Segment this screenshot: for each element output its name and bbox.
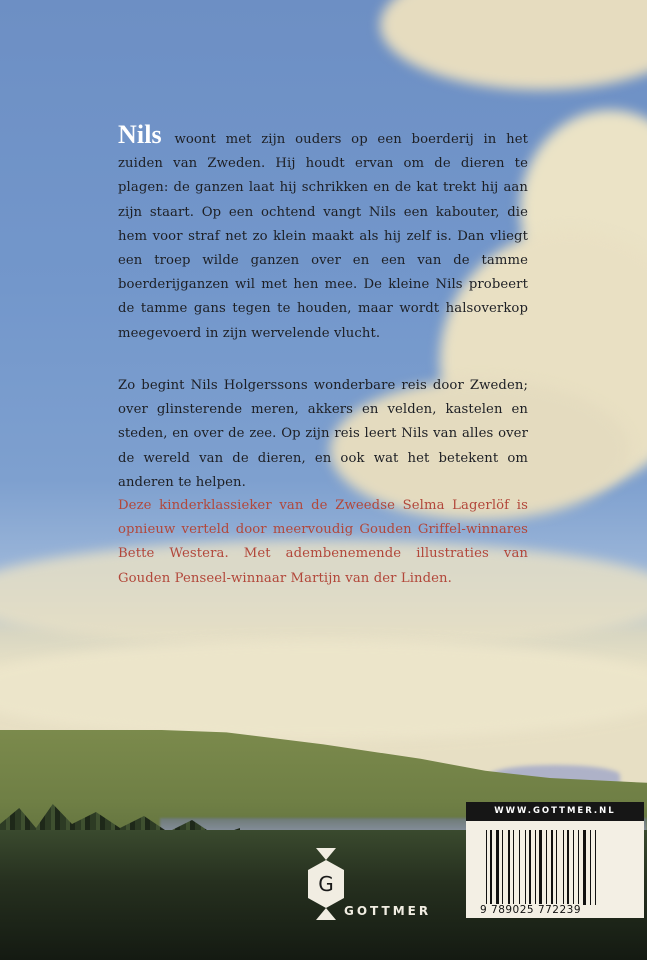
barcode-panel <box>466 802 644 918</box>
paragraph-1-text: woont met zijn ouders op een boerderij in het zuiden van Zweden. Hij houdt ervan om de dieren te plagen: de ganzen laat hij schrikken en de kat trekt hij aan zijn staart. Op een ochtend vangt Nils een kabouter, die hem voor straf net zo klein maakt als hij zelf is. Dan vliegt een troep wilde ganzen over en een van de tamme boerderijganzen wil met hen mee. De kleine Nils probeert de tamme gans tegen te houden, maar wordt halsoverkop meegevoerd in zijn wervelende vlucht. <box>118 132 529 341</box>
logo-letter: G <box>318 872 334 896</box>
publisher-url: WWW.GOTTMER.NL <box>466 802 644 821</box>
publisher-name: GOTTMER <box>344 904 432 918</box>
dropcap-title: Nils <box>118 120 162 149</box>
isbn-number: 9 789025 772239 <box>480 904 582 916</box>
blurb-paragraph-2: Zo begint Nils Holgerssons wonderbare reis door Zweden; over glinsterende meren, akkers en velden, kastelen en steden, en over de zee. Op zijn reis leert Nils van alles over de wereld van de dieren, en ook wat het betekent om anderen te helpen. <box>118 378 528 490</box>
blurb-paragraph-3-credits: Deze kinderklassieker van de Zweedse Selma Lagerlöf is opnieuw verteld door meervoudig Gouden Griffel-winnares Bette Westera. Met adembenemende illustraties van Gouden Penseel-winnaar Martijn van der Linden. <box>118 498 528 586</box>
hourglass-hexagon-icon <box>304 848 348 920</box>
barcode-bars <box>486 830 618 905</box>
cloud-band-horizon <box>0 640 647 740</box>
blurb-paragraph-1 <box>118 120 529 346</box>
